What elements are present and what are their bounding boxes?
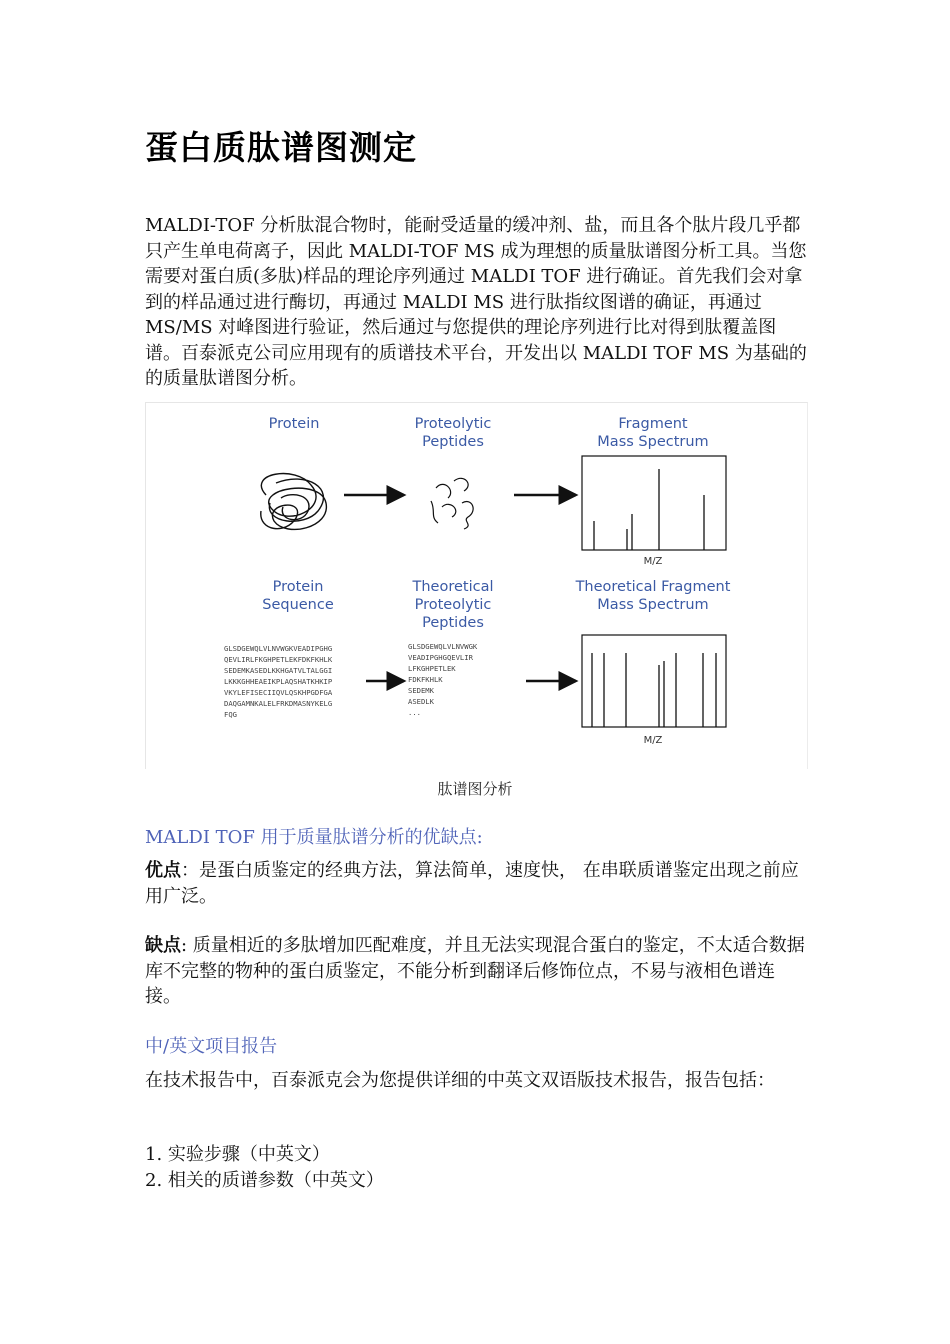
label-fragment-1: Fragment [618,416,688,432]
peptide-fragments-illustration [431,478,473,529]
peptide-line: GLSDGEWQLVLNVWGK [408,642,478,651]
cons-label: 缺点 [145,935,181,956]
pros-paragraph [145,858,810,909]
figure-caption: 肽谱图分析 [437,780,513,798]
sequence-line: GLSDGEWQLVLNVWGKVEADIPGHG [224,644,333,653]
label-protein: Protein [268,416,320,432]
sequence-line: QEVLIRLFKGHPETLEKFDKFKHLK [224,655,333,664]
page-title: 蛋白质肽谱图测定 [145,128,417,167]
fragment-spectrum-peaks [594,469,704,550]
cons-paragraph [145,933,810,1010]
list-item: 1. 实验步骤（中英文） [145,1144,330,1165]
label-protein-seq-1: Protein [272,579,324,595]
theoretical-spectrum-peaks [592,653,716,727]
sequence-line: FQG [224,710,237,719]
report-heading: 中/英文项目报告 [145,1036,278,1057]
label-fragment-2: Mass Spectrum [597,434,709,450]
mz-axis-label-bottom: M/Z [643,735,663,746]
peptide-line: ASEDLK [408,697,434,706]
report-list [145,1142,384,1194]
label-theo-3: Peptides [422,615,484,631]
label-protein-seq-2: Sequence [262,597,334,613]
list-item: 2. 相关的质谱参数（中英文） [145,1170,384,1191]
intro-paragraph: MALDI-TOF 分析肽混合物时，能耐受适量的缓冲剂、盐，而且各个肽片段几乎都只产生单电荷离子，因此 MALDI-TOF MS 成为理想的质量肽谱图分析工具。当您需要对蛋白质(多肽)样品的理论序列通过 MALDI TOF 进行确证。首先我们会对拿到的样品通过进行酶切，再通过 MALDI MS 进行肽指纹图谱的确证，再通过 MS/MS 对峰图进行验证，然后通过与您提供的理论序列进行比对得到肽覆盖图谱。百泰派克公司应用现有的质谱技术平台，开发出以 MALDI TOF MS 为基础的的质量肽谱图分析。 [145,215,807,389]
sequence-line: DAQGAMNKALELFRKDMASNYKELG [224,699,333,708]
peptide-line: LFKGHPETLEK [408,664,456,673]
pros-text: ：是蛋白质鉴定的经典方法，算法简单，速度快， 在串联质谱鉴定出现之前应用广泛。 [145,860,799,907]
sequence-line: SEDEMKASEDLKKHGATVLTALGGI [224,666,333,675]
pros-cons-heading: MALDI TOF 用于质量肽谱分析的优缺点: [145,827,483,848]
report-paragraph: 在技术报告中，百泰派克会为您提供详细的中英文双语版技术报告，报告包括： [145,1070,775,1091]
protein-coil-illustration [261,474,327,530]
sequence-line: VKYLEFISECIIQVLQSKHPGDFGA [224,688,333,697]
pros-label: 优点 [145,860,181,881]
label-theo-1: Theoretical [412,579,494,595]
label-theo-frag-1: Theoretical Fragment [575,579,731,595]
peptide-line: ... [408,708,421,717]
cons-text: : 质量相近的多肽增加匹配难度，并且无法实现混合蛋白的鉴定，不太适合数据库不完整的物种的蛋白质鉴定，不能分析到翻译后修饰位点，不易与液相色谱连接。 [145,935,805,1007]
label-theo-2: Proteolytic [414,597,492,613]
label-proteolytic-2: Peptides [422,434,484,450]
peptide-line: FDKFKHLK [408,675,443,684]
sequence-line: LKKKGHHEAEIKPLAQSHATKHKIP [224,677,333,686]
peptide-line: VEADIPGHGQEVLIR [408,653,473,662]
mz-axis-label-top: M/Z [643,556,663,567]
protein-sequence-block [224,644,333,719]
label-theo-frag-2: Mass Spectrum [597,597,709,613]
peptide-line: SEDEMK [408,686,434,695]
theoretical-peptides-block [408,642,478,717]
label-proteolytic-1: Proteolytic [414,416,492,432]
peptide-mapping-figure [145,402,808,769]
